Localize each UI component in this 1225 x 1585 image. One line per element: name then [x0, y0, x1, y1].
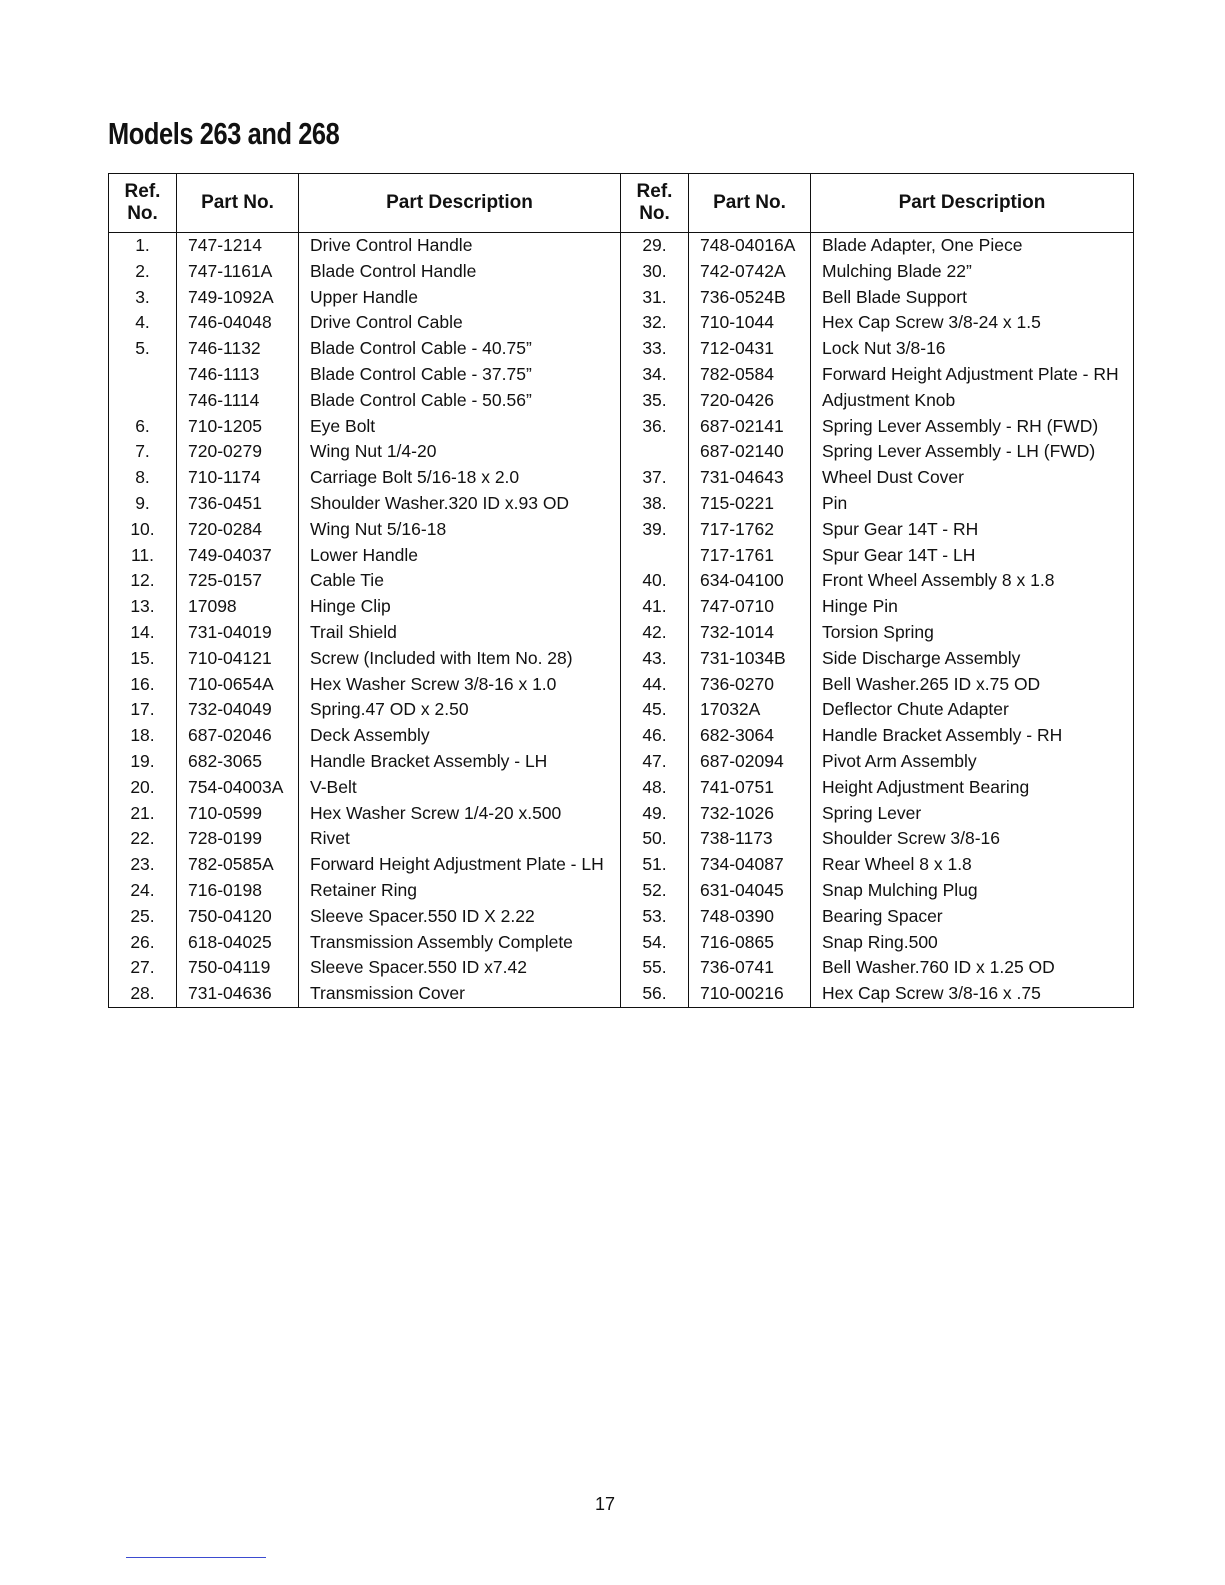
- part-no-cell: 750-04119: [177, 955, 299, 981]
- table-row: [109, 646, 1134, 672]
- part-description-cell: Deck Assembly: [299, 723, 621, 749]
- part-description-cell: Hex Washer Screw 3/8-16 x 1.0: [299, 672, 621, 698]
- table-row: [109, 801, 1134, 827]
- ref-no-cell: 8.: [109, 465, 177, 491]
- part-no-cell: 741-0751: [689, 775, 811, 801]
- part-description-cell: Spring.47 OD x 2.50: [299, 697, 621, 723]
- part-no-cell: 710-04121: [177, 646, 299, 672]
- part-no-cell: 17098: [177, 594, 299, 620]
- part-description-cell: Screw (Included with Item No. 28): [299, 646, 621, 672]
- part-no-cell: 747-1214: [177, 233, 299, 259]
- ref-no-cell: 52.: [621, 878, 689, 904]
- ref-no-cell: 9.: [109, 491, 177, 517]
- table-row: [109, 568, 1134, 594]
- ref-no-cell: 46.: [621, 723, 689, 749]
- ref-no-cell: 33.: [621, 336, 689, 362]
- part-description-cell: Forward Height Adjustment Plate - LH: [299, 852, 621, 878]
- part-no-cell: 746-1114: [177, 388, 299, 414]
- part-description-cell: Pin: [811, 491, 1134, 517]
- part-no-cell: 728-0199: [177, 826, 299, 852]
- part-description-cell: Hex Cap Screw 3/8-24 x 1.5: [811, 310, 1134, 336]
- part-no-cell: 725-0157: [177, 568, 299, 594]
- part-no-cell: 736-0451: [177, 491, 299, 517]
- table-row: [109, 697, 1134, 723]
- part-description-cell: Lock Nut 3/8-16: [811, 336, 1134, 362]
- part-no-cell: 732-1014: [689, 620, 811, 646]
- part-description-cell: Sleeve Spacer.550 ID x7.42: [299, 955, 621, 981]
- ref-no-cell: 23.: [109, 852, 177, 878]
- part-description-cell: Drive Control Cable: [299, 310, 621, 336]
- ref-no-cell: 43.: [621, 646, 689, 672]
- ref-no-cell: 55.: [621, 955, 689, 981]
- part-description-cell: Wing Nut 5/16-18: [299, 517, 621, 543]
- ref-no-cell: 18.: [109, 723, 177, 749]
- part-no-cell: 712-0431: [689, 336, 811, 362]
- table-row: [109, 981, 1134, 1007]
- table-row: [109, 439, 1134, 465]
- part-no-cell: 720-0279: [177, 439, 299, 465]
- ref-no-cell: 51.: [621, 852, 689, 878]
- part-no-cell: 734-04087: [689, 852, 811, 878]
- part-description-cell: Hex Cap Screw 3/8-16 x .75: [811, 981, 1134, 1007]
- part-no-cell: 716-0865: [689, 930, 811, 956]
- ref-no-cell: 6.: [109, 414, 177, 440]
- ref-no-cell: 30.: [621, 259, 689, 285]
- ref-no-cell: 26.: [109, 930, 177, 956]
- part-description-cell: Adjustment Knob: [811, 388, 1134, 414]
- table-row: [109, 930, 1134, 956]
- part-description-cell: Spur Gear 14T - RH: [811, 517, 1134, 543]
- ref-no-cell: 11.: [109, 543, 177, 569]
- part-description-cell: Spring Lever Assembly - LH (FWD): [811, 439, 1134, 465]
- part-no-cell: 687-02094: [689, 749, 811, 775]
- part-no-cell: 717-1761: [689, 543, 811, 569]
- part-description-cell: V-Belt: [299, 775, 621, 801]
- part-description-cell: Drive Control Handle: [299, 233, 621, 259]
- part-no-cell: 618-04025: [177, 930, 299, 956]
- ref-no-cell: 27.: [109, 955, 177, 981]
- part-description-cell: Snap Ring.500: [811, 930, 1134, 956]
- part-description-cell: Bell Blade Support: [811, 285, 1134, 311]
- part-no-cell: 720-0284: [177, 517, 299, 543]
- part-no-cell: 782-0585A: [177, 852, 299, 878]
- part-no-cell: 731-04636: [177, 981, 299, 1007]
- part-no-cell: 687-02046: [177, 723, 299, 749]
- part-description-cell: Shoulder Screw 3/8-16: [811, 826, 1134, 852]
- table-row: [109, 465, 1134, 491]
- table-row: [109, 362, 1134, 388]
- part-description-cell: Bell Washer.265 ID x.75 OD: [811, 672, 1134, 698]
- ref-no-cell: 36.: [621, 414, 689, 440]
- ref-no-cell: 47.: [621, 749, 689, 775]
- ref-no-cell: 17.: [109, 697, 177, 723]
- ref-no-cell: [621, 543, 689, 569]
- part-description-cell: Spring Lever: [811, 801, 1134, 827]
- table-row: [109, 310, 1134, 336]
- part-description-cell: Trail Shield: [299, 620, 621, 646]
- header-part-description: Part Description: [811, 174, 1134, 233]
- page-number: 17: [594, 1494, 616, 1514]
- ref-no-cell: 5.: [109, 336, 177, 362]
- table-row: [109, 672, 1134, 698]
- part-description-cell: Mulching Blade 22”: [811, 259, 1134, 285]
- ref-no-cell: 25.: [109, 904, 177, 930]
- ref-no-cell: 45.: [621, 697, 689, 723]
- part-no-cell: 731-04019: [177, 620, 299, 646]
- ref-no-cell: 22.: [109, 826, 177, 852]
- part-description-cell: Transmission Assembly Complete: [299, 930, 621, 956]
- table-row: [109, 233, 1134, 259]
- part-description-cell: Blade Control Cable - 37.75”: [299, 362, 621, 388]
- ref-no-cell: 10.: [109, 517, 177, 543]
- table-row: [109, 336, 1134, 362]
- footer-rule: [126, 1557, 266, 1558]
- part-no-cell: 17032A: [689, 697, 811, 723]
- parts-table-body: [109, 233, 1134, 1008]
- table-row: [109, 388, 1134, 414]
- ref-no-cell: 1.: [109, 233, 177, 259]
- table-header-row: [109, 174, 1134, 233]
- part-no-cell: 749-04037: [177, 543, 299, 569]
- part-description-cell: Bearing Spacer: [811, 904, 1134, 930]
- table-row: [109, 543, 1134, 569]
- ref-no-cell: 34.: [621, 362, 689, 388]
- ref-no-cell: 3.: [109, 285, 177, 311]
- ref-no-cell: 32.: [621, 310, 689, 336]
- part-description-cell: Blade Control Handle: [299, 259, 621, 285]
- table-row: [109, 285, 1134, 311]
- part-description-cell: Spring Lever Assembly - RH (FWD): [811, 414, 1134, 440]
- ref-no-cell: 54.: [621, 930, 689, 956]
- table-row: [109, 749, 1134, 775]
- part-description-cell: Front Wheel Assembly 8 x 1.8: [811, 568, 1134, 594]
- part-no-cell: 736-0741: [689, 955, 811, 981]
- part-description-cell: Hinge Pin: [811, 594, 1134, 620]
- ref-no-cell: [621, 439, 689, 465]
- header-ref-no: Ref. No.: [109, 174, 177, 233]
- ref-no-cell: 12.: [109, 568, 177, 594]
- ref-no-cell: 35.: [621, 388, 689, 414]
- part-no-cell: 731-04643: [689, 465, 811, 491]
- ref-no-cell: 15.: [109, 646, 177, 672]
- parts-table: [108, 173, 1134, 1008]
- part-description-cell: Handle Bracket Assembly - RH: [811, 723, 1134, 749]
- part-no-cell: 750-04120: [177, 904, 299, 930]
- ref-no-cell: 7.: [109, 439, 177, 465]
- ref-no-cell: 20.: [109, 775, 177, 801]
- ref-no-cell: 29.: [621, 233, 689, 259]
- ref-no-cell: 37.: [621, 465, 689, 491]
- part-no-cell: 731-1034B: [689, 646, 811, 672]
- table-row: [109, 620, 1134, 646]
- ref-no-cell: [109, 362, 177, 388]
- ref-no-cell: [109, 388, 177, 414]
- ref-no-cell: 14.: [109, 620, 177, 646]
- part-no-cell: 736-0270: [689, 672, 811, 698]
- part-description-cell: Shoulder Washer.320 ID x.93 OD: [299, 491, 621, 517]
- part-no-cell: 782-0584: [689, 362, 811, 388]
- part-description-cell: Upper Handle: [299, 285, 621, 311]
- table-row: [109, 723, 1134, 749]
- part-description-cell: Eye Bolt: [299, 414, 621, 440]
- part-no-cell: 736-0524B: [689, 285, 811, 311]
- ref-no-cell: 40.: [621, 568, 689, 594]
- ref-no-cell: 39.: [621, 517, 689, 543]
- table-row: [109, 955, 1134, 981]
- ref-no-cell: 13.: [109, 594, 177, 620]
- part-no-cell: 748-04016A: [689, 233, 811, 259]
- part-no-cell: 738-1173: [689, 826, 811, 852]
- part-no-cell: 631-04045: [689, 878, 811, 904]
- part-description-cell: Handle Bracket Assembly - LH: [299, 749, 621, 775]
- part-no-cell: 748-0390: [689, 904, 811, 930]
- part-description-cell: Rivet: [299, 826, 621, 852]
- part-description-cell: Cable Tie: [299, 568, 621, 594]
- part-no-cell: 710-1174: [177, 465, 299, 491]
- part-description-cell: Pivot Arm Assembly: [811, 749, 1134, 775]
- part-description-cell: Torsion Spring: [811, 620, 1134, 646]
- part-description-cell: Blade Adapter, One Piece: [811, 233, 1134, 259]
- page-title: Models 263 and 268: [108, 116, 340, 151]
- ref-no-cell: 16.: [109, 672, 177, 698]
- header-part-no: Part No.: [177, 174, 299, 233]
- part-description-cell: Hex Washer Screw 1/4-20 x.500: [299, 801, 621, 827]
- part-no-cell: 710-0654A: [177, 672, 299, 698]
- ref-no-cell: 56.: [621, 981, 689, 1007]
- ref-no-cell: 48.: [621, 775, 689, 801]
- part-description-cell: Bell Washer.760 ID x 1.25 OD: [811, 955, 1134, 981]
- table-row: [109, 491, 1134, 517]
- part-no-cell: 749-1092A: [177, 285, 299, 311]
- table-row: [109, 904, 1134, 930]
- header-part-no: Part No.: [689, 174, 811, 233]
- ref-no-cell: 21.: [109, 801, 177, 827]
- table-row: [109, 852, 1134, 878]
- table-row: [109, 775, 1134, 801]
- part-no-cell: 732-04049: [177, 697, 299, 723]
- header-ref-no: Ref. No.: [621, 174, 689, 233]
- ref-no-cell: 28.: [109, 981, 177, 1007]
- part-no-cell: 746-1113: [177, 362, 299, 388]
- ref-no-cell: 44.: [621, 672, 689, 698]
- ref-no-cell: 53.: [621, 904, 689, 930]
- ref-no-cell: 50.: [621, 826, 689, 852]
- ref-no-cell: 31.: [621, 285, 689, 311]
- part-no-cell: 682-3064: [689, 723, 811, 749]
- ref-no-cell: 24.: [109, 878, 177, 904]
- part-no-cell: 754-04003A: [177, 775, 299, 801]
- part-description-cell: Wheel Dust Cover: [811, 465, 1134, 491]
- part-no-cell: 732-1026: [689, 801, 811, 827]
- part-description-cell: Snap Mulching Plug: [811, 878, 1134, 904]
- table-row: [109, 826, 1134, 852]
- part-no-cell: 742-0742A: [689, 259, 811, 285]
- table-row: [109, 259, 1134, 285]
- part-no-cell: 710-1205: [177, 414, 299, 440]
- part-description-cell: Lower Handle: [299, 543, 621, 569]
- ref-no-cell: 49.: [621, 801, 689, 827]
- part-no-cell: 747-1161A: [177, 259, 299, 285]
- part-no-cell: 682-3065: [177, 749, 299, 775]
- part-no-cell: 687-02141: [689, 414, 811, 440]
- part-description-cell: Blade Control Cable - 40.75”: [299, 336, 621, 362]
- part-no-cell: 710-0599: [177, 801, 299, 827]
- part-description-cell: Retainer Ring: [299, 878, 621, 904]
- ref-no-cell: 42.: [621, 620, 689, 646]
- part-no-cell: 747-0710: [689, 594, 811, 620]
- part-no-cell: 710-1044: [689, 310, 811, 336]
- part-description-cell: Hinge Clip: [299, 594, 621, 620]
- table-row: [109, 878, 1134, 904]
- part-description-cell: Carriage Bolt 5/16-18 x 2.0: [299, 465, 621, 491]
- ref-no-cell: 19.: [109, 749, 177, 775]
- ref-no-cell: 41.: [621, 594, 689, 620]
- part-no-cell: 720-0426: [689, 388, 811, 414]
- part-no-cell: 687-02140: [689, 439, 811, 465]
- part-description-cell: Height Adjustment Bearing: [811, 775, 1134, 801]
- part-description-cell: Rear Wheel 8 x 1.8: [811, 852, 1134, 878]
- part-description-cell: Transmission Cover: [299, 981, 621, 1007]
- part-description-cell: Spur Gear 14T - LH: [811, 543, 1134, 569]
- part-description-cell: Wing Nut 1/4-20: [299, 439, 621, 465]
- table-row: [109, 517, 1134, 543]
- table-row: [109, 594, 1134, 620]
- ref-no-cell: 2.: [109, 259, 177, 285]
- header-part-description: Part Description: [299, 174, 621, 233]
- part-description-cell: Sleeve Spacer.550 ID X 2.22: [299, 904, 621, 930]
- ref-no-cell: 4.: [109, 310, 177, 336]
- part-no-cell: 746-04048: [177, 310, 299, 336]
- part-no-cell: 717-1762: [689, 517, 811, 543]
- part-description-cell: Deflector Chute Adapter: [811, 697, 1134, 723]
- part-no-cell: 746-1132: [177, 336, 299, 362]
- part-description-cell: Blade Control Cable - 50.56”: [299, 388, 621, 414]
- part-no-cell: 715-0221: [689, 491, 811, 517]
- part-no-cell: 710-00216: [689, 981, 811, 1007]
- part-no-cell: 716-0198: [177, 878, 299, 904]
- ref-no-cell: 38.: [621, 491, 689, 517]
- part-no-cell: 634-04100: [689, 568, 811, 594]
- part-description-cell: Side Discharge Assembly: [811, 646, 1134, 672]
- part-description-cell: Forward Height Adjustment Plate - RH: [811, 362, 1134, 388]
- table-row: [109, 414, 1134, 440]
